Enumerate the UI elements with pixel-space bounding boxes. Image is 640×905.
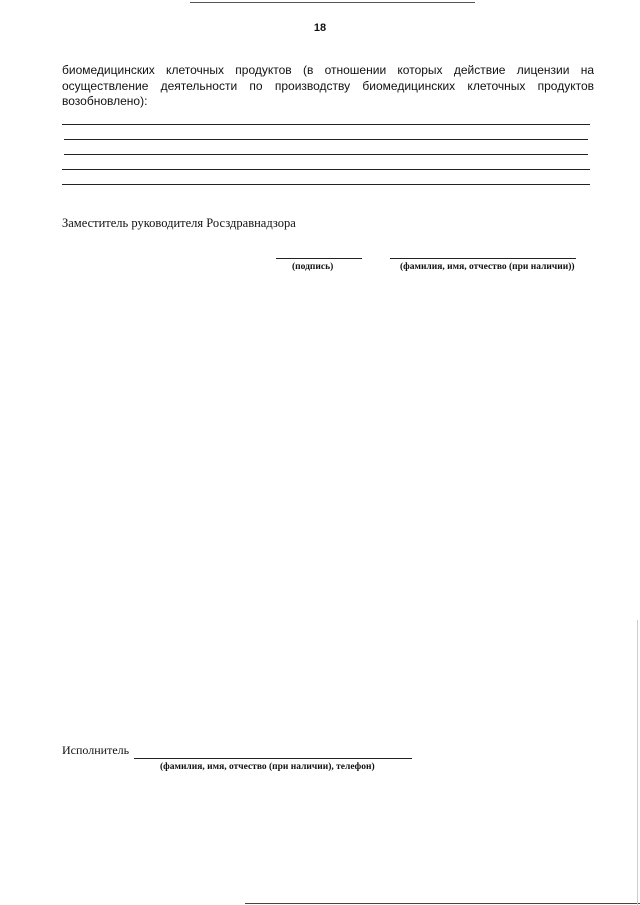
executor-caption: (фамилия, имя, отчество (при наличии), телефон) [160, 762, 375, 772]
blank-line[interactable] [64, 154, 588, 155]
executor-line[interactable] [134, 758, 412, 759]
blank-line[interactable] [64, 139, 588, 140]
blank-line[interactable] [62, 184, 590, 185]
scan-edge-top [190, 2, 475, 3]
blank-line[interactable] [62, 124, 590, 125]
page-number: 18 [313, 22, 327, 34]
signature-line[interactable] [276, 258, 362, 259]
intro-paragraph: биомедицинских клеточных продуктов (в отношении которых действие лицензии на осуществление деятельности по производству биомедицинских клеточных продуктов возобновлено): [62, 63, 594, 108]
deputy-title: Заместитель руководителя Росздравнадзора [62, 216, 296, 230]
blank-line[interactable] [62, 169, 590, 170]
name-line[interactable] [390, 258, 576, 259]
scan-edge-right [637, 620, 638, 905]
scan-edge-bottom [245, 903, 640, 904]
executor-label: Исполнитель [62, 743, 130, 757]
signature-caption: (подпись) [292, 262, 334, 272]
name-caption: (фамилия, имя, отчество (при наличии)) [400, 262, 575, 272]
